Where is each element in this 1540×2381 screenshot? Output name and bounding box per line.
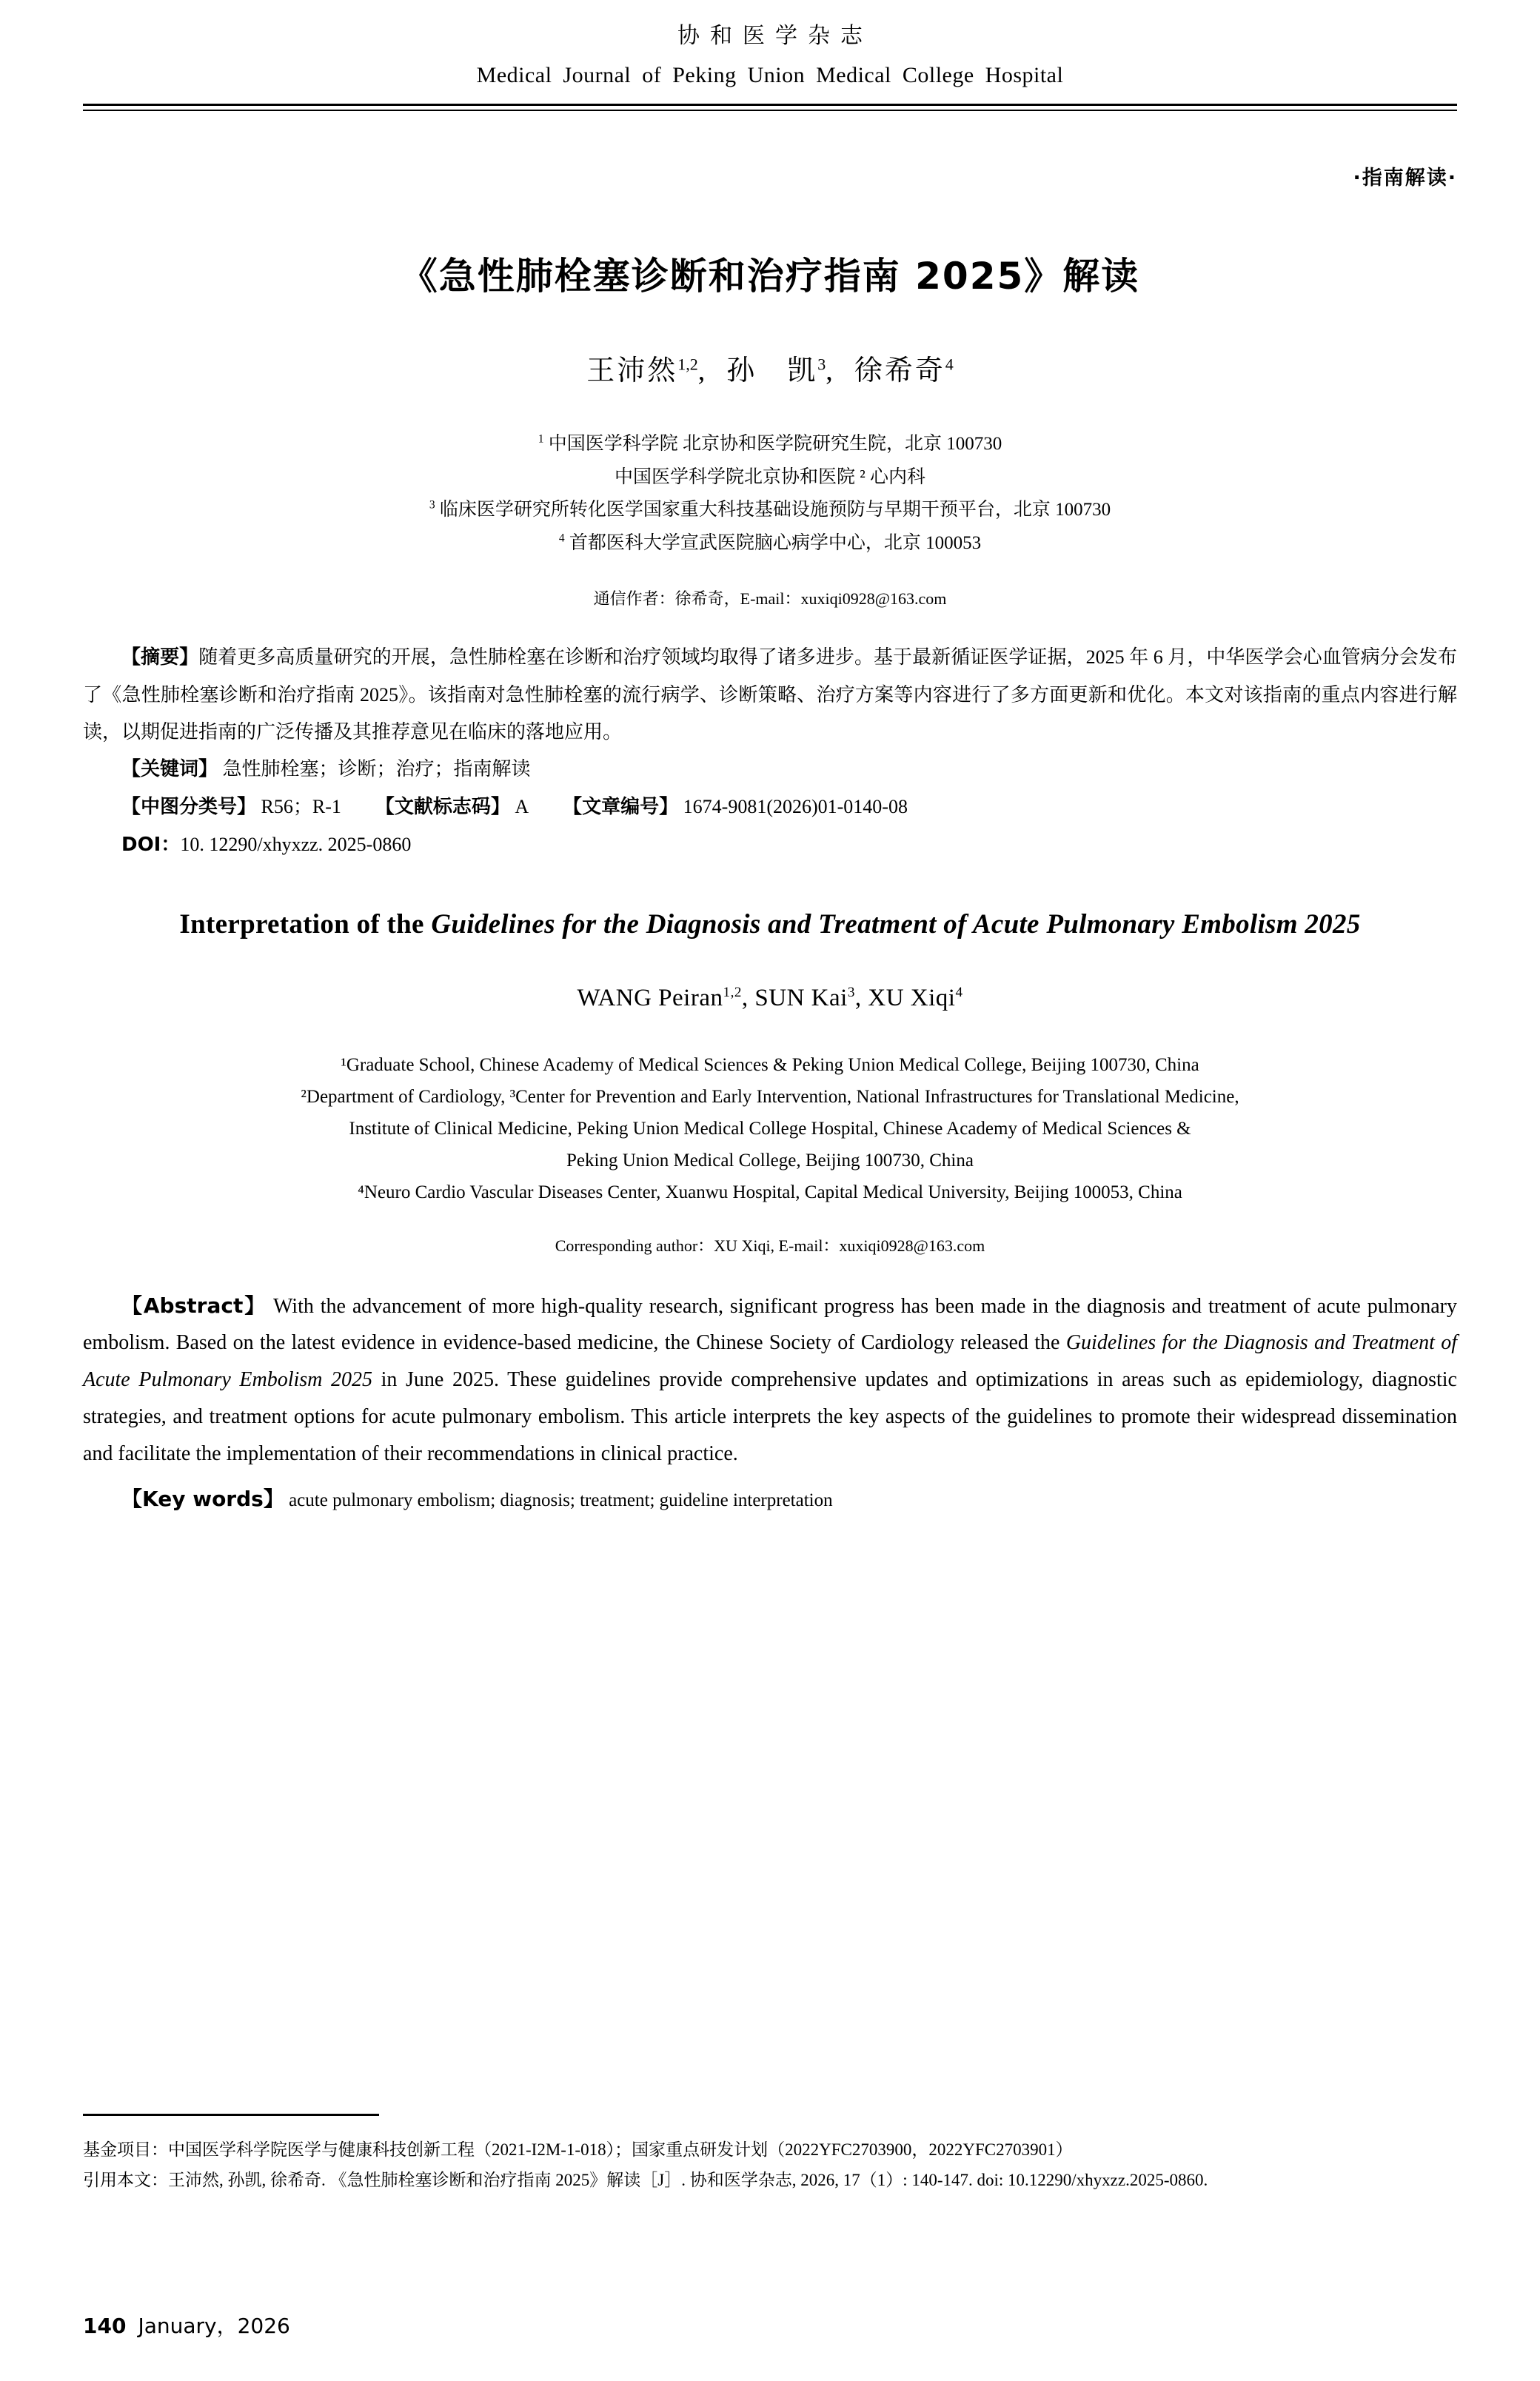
author-sup: 3 [817,355,826,374]
affiliation-en-4: Peking Union Medical College, Beijing 100730, China [566,1150,974,1171]
author-sup: 4 [945,355,954,374]
issue-date: January，2026 [138,2314,290,2338]
author-sup: 4 [955,984,963,1000]
article-title-en-italic: Guidelines for the Diagnosis and Treatment of Acute Pulmonary Embolism 2025 [431,908,1361,940]
doi-value: 10. 12290/xhyxzz. 2025-0860 [180,833,412,855]
abstract-cn [83,639,1457,751]
affiliations-cn [83,428,1457,560]
abstract-text-en-part2: in June 2025. These guidelines provide comprehensive updates and optimizations in areas such as epidemiology, diagnostic strategies, and treatment options for acute pulmonary embolism. This article interprets the key aspects of the guidelines to promote their widespread dissemination and facilitate the implementation of their recommendations in clinical practice. [83,1368,1457,1465]
affiliation-cn-1: $^1$ 中国医学科学院 北京协和医学院研究生院，北京 100730 [538,432,1002,454]
abstract-en [83,1287,1457,1473]
page-number: 140 [83,2314,127,2338]
article-id-label: 【文章编号】 [563,795,679,818]
doi-label: DOI： [121,833,181,856]
author-cn-2: 孙 凯$^3$ [726,355,826,386]
author-cn-3: 徐希奇$^4$ [854,355,954,386]
footnote-area [83,2114,1457,2196]
author-cn-1: 王沛然$^{1,2}$ [586,355,698,386]
affiliation-cn-4: $^4$ 首都医科大学宣武医院脑心病学中心，北京 100053 [558,532,982,553]
journal-title-en: Medical Journal of Peking Union Medical College Hospital [476,63,1064,87]
masthead-divider [83,104,1457,111]
abstract-text-en-part1: With the advancement of more high-quality research, significant progress has been made in the diagnosis and treatment of acute pulmonary embolism. Based on the latest evidence in evidence-based medicine, the Chinese Society of Cardiology released the [83,1294,1458,1355]
funding-note: 基金项目：中国医学科学院医学与健康科技创新工程（2021-I2M-1-018）；国家重点研发计划（2022YFC2703900，2022YFC2703901） [83,2140,1073,2159]
article-id-value: 1674-9081(2026)01-0140-08 [683,795,908,817]
affiliation-en-2: ²Department of Cardiology, ³Center for Prevention and Early Intervention, National Infrastructures for Translational Medicine, [301,1086,1239,1107]
abstract-label-cn: 【摘要】 [121,646,199,669]
document-code-value: A [515,795,529,817]
author-list-en: WANG Peiran$^{1,2}$, SUN Kai$^3$, XU Xiqi$^4$ [577,984,963,1011]
author-en-1: WANG Peiran$^{1,2}$ [577,984,742,1011]
keywords-text-en: acute pulmonary embolism; diagnosis; treatment; guideline interpretation [289,1490,833,1510]
author-en-2: SUN Kai$^3$ [754,984,855,1011]
affiliation-en-1: ¹Graduate School, Chinese Academy of Medical Sciences & Peking Union Medical College, Beijing 100730, China [341,1054,1199,1075]
journal-title-cn: 协和医学杂志 [677,24,873,48]
author-en-3: XU Xiqi$^4$ [868,984,963,1011]
keywords-text-cn: 急性肺栓塞；诊断；治疗；指南解读 [222,757,531,780]
doi-row [83,826,1457,863]
page-footer [83,2310,290,2340]
abstract-label-en: 【Abstract】 [121,1293,267,1318]
author-sup: 1,2 [723,984,742,1000]
author-list-cn: 王沛然$^{1,2}$, 孙 凯$^3$, 徐希奇$^4$ [586,355,954,386]
affiliation-cn-3: $^3$ 临床医学研究所转化医学国家重大科技基础设施预防与早期干预平台，北京 100730 [429,498,1111,520]
affiliation-cn-2: 中国医学科学院北京协和医院 ² 心内科 [615,466,925,487]
author-sup: 3 [847,984,855,1000]
footnote-divider [83,2114,379,2116]
abstract-text-cn: 随着更多高质量研究的开展，急性肺栓塞在诊断和治疗领域均取得了诸多进步。基于最新循证医学证据，2025 年 6 月，中华医学会心血管病分会发布了《急性肺栓塞诊断和治疗指南 2025》。该指南对急性肺栓塞的流行病学、诊断策略、治疗方案等内容进行了多方面更新和优化。本文对该指南的重点内容进行解读，以期促进指南的广泛传播及其推荐意见在临床的落地应用。 [83,646,1457,743]
corresponding-author-cn: 通信作者：徐希奇，E-mail：xuxiqi0928@163.com [593,589,947,608]
column-tag: ·指南解读· [1353,167,1457,190]
article-title-en [83,905,1457,945]
keywords-label-en: 【Key words】 [121,1486,284,1511]
corresponding-author-en: Corresponding author：XU Xiqi, E-mail：xuxiqi0928@163.com [555,1236,985,1255]
author-sup: 1,2 [677,355,698,374]
article-title-en-prefix: Interpretation of the [179,908,432,940]
keywords-en [83,1481,1457,1517]
classification-row-cn [83,788,1457,826]
affiliations-en [83,1049,1457,1208]
clc-value: R56；R-1 [261,795,341,817]
masthead [83,0,1457,91]
affiliation-en-3: Institute of Clinical Medicine, Peking Union Medical College Hospital, Chinese Academy of Medical Sciences & [349,1118,1191,1139]
article-title-cn: 《急性肺栓塞诊断和治疗指南 2025》解读 [400,255,1140,298]
keywords-label-cn: 【关键词】 [121,757,218,780]
clc-label: 【中图分类号】 [121,795,257,818]
abstract-text-en-italic: Guidelines for the Diagnosis and Treatment of Acute Pulmonary Embolism 2025 [83,1331,1457,1392]
keywords-cn [83,751,1457,788]
citation-note: 引用本文：王沛然, 孙凯, 徐希奇. 《急性肺栓塞诊断和治疗指南 2025》解读［J］. 协和医学杂志, 2026, 17（1）: 140-147. doi: 10.12290/xhyxzz.2025-0860. [83,2170,1208,2189]
document-code-label: 【文献标志码】 [375,795,510,818]
affiliation-en-5: ⁴Neuro Cardio Vascular Diseases Center, Xuanwu Hospital, Capital Medical University, Beijing 100053, China [358,1182,1182,1202]
